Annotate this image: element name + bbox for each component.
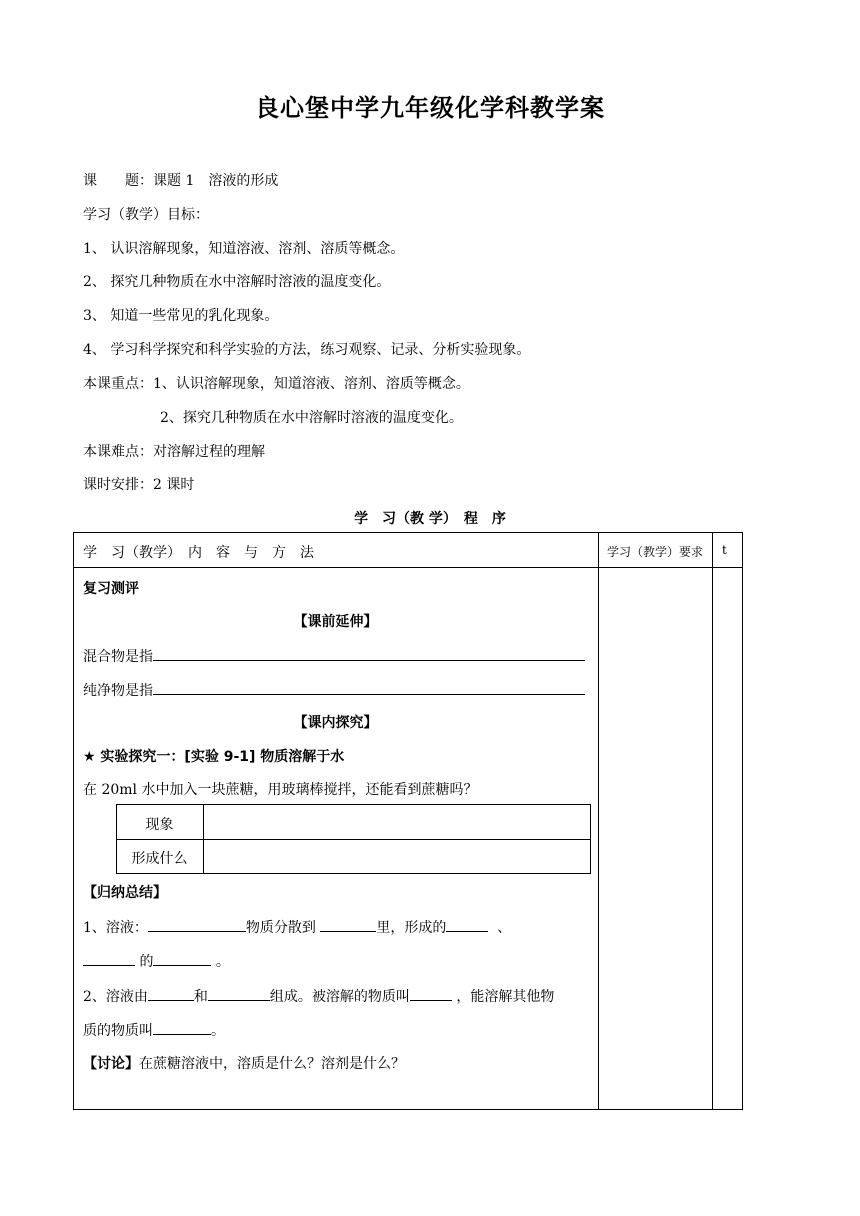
- discussion-label: 【讨论】: [83, 1056, 139, 1072]
- discussion-line: 【讨论】在蔗糖溶液中，溶质是什么？溶剂是什么？: [83, 1056, 405, 1072]
- goals-label: 学习（教学）目标：: [83, 207, 209, 223]
- fill-blank[interactable]: [410, 985, 452, 1001]
- formation-label: 形成什么: [131, 851, 188, 867]
- key-points-line: 本课重点：1、认识溶解现象，知道溶液、溶剂、溶质等概念。: [83, 376, 470, 392]
- pre-extension-heading: 【课前延伸】: [293, 614, 378, 630]
- goal-item: 2、 探究几种物质在水中溶解时溶液的温度变化。: [83, 274, 391, 290]
- summary-line-1: 1、溶液： 物质分散到 里，形成的 、: [83, 916, 511, 937]
- summary-line-2: 2、溶液由 和 组成。被溶解的物质叫 ，能溶解其他物: [83, 985, 554, 1006]
- fill-blank[interactable]: [208, 985, 270, 1001]
- fill-blank[interactable]: [153, 1019, 211, 1035]
- page-title: 良心堡中学九年级化学科教学案: [255, 94, 605, 122]
- key-points-line-2: 2、探究几种物质在水中溶解时溶液的温度变化。: [160, 410, 463, 426]
- fill-blank[interactable]: [446, 916, 488, 932]
- goal-item: 4、 学习科学探究和科学实验的方法，练习观察、记录、分析实验现象。: [83, 342, 531, 358]
- hours-line: 课时安排：2 课时: [83, 477, 195, 493]
- fill-blank[interactable]: [83, 950, 135, 966]
- col-header-requirements: 学习（教学）要求: [607, 545, 704, 559]
- summary-heading: 【归纳总结】: [83, 885, 167, 901]
- difficulty-line: 本课难点：对溶解过程的理解: [83, 444, 265, 460]
- fill-blank[interactable]: [153, 645, 585, 661]
- mixture-line: 混合物是指: [83, 645, 585, 666]
- observation-label: 现象: [145, 817, 174, 833]
- summary-line-2b: 质的物质叫 。: [83, 1019, 225, 1040]
- program-title: 学 习（教 学） 程 序: [354, 511, 506, 527]
- fill-blank[interactable]: [153, 950, 211, 966]
- goal-item: 1、 认识溶解现象，知道溶液、溶剂、溶质等概念。: [83, 241, 405, 257]
- pure-line: 纯净物是指: [83, 679, 585, 700]
- fill-blank[interactable]: [153, 679, 585, 695]
- in-class-heading: 【课内探究】: [293, 715, 378, 731]
- experiment-description: 在 20ml 水中加入一块蔗糖，用玻璃棒搅拌，还能看到蔗糖吗？: [83, 782, 478, 798]
- col-header-content: 学 习（教学） 内 容 与 方 法: [83, 545, 314, 561]
- topic-line: 课 题：课题 1 溶液的形成: [83, 173, 279, 189]
- experiment-title: ★ 实验探究一：[实验 9-1] 物质溶解于水: [83, 749, 345, 765]
- fill-blank[interactable]: [148, 916, 246, 932]
- fill-blank[interactable]: [148, 985, 194, 1001]
- col-header-t: t: [722, 543, 727, 557]
- fill-blank[interactable]: [320, 916, 376, 932]
- review-heading: 复习测评: [83, 581, 139, 597]
- goal-item: 3、 知道一些常见的乳化现象。: [83, 308, 279, 324]
- summary-line-1b: 的 。: [83, 950, 230, 971]
